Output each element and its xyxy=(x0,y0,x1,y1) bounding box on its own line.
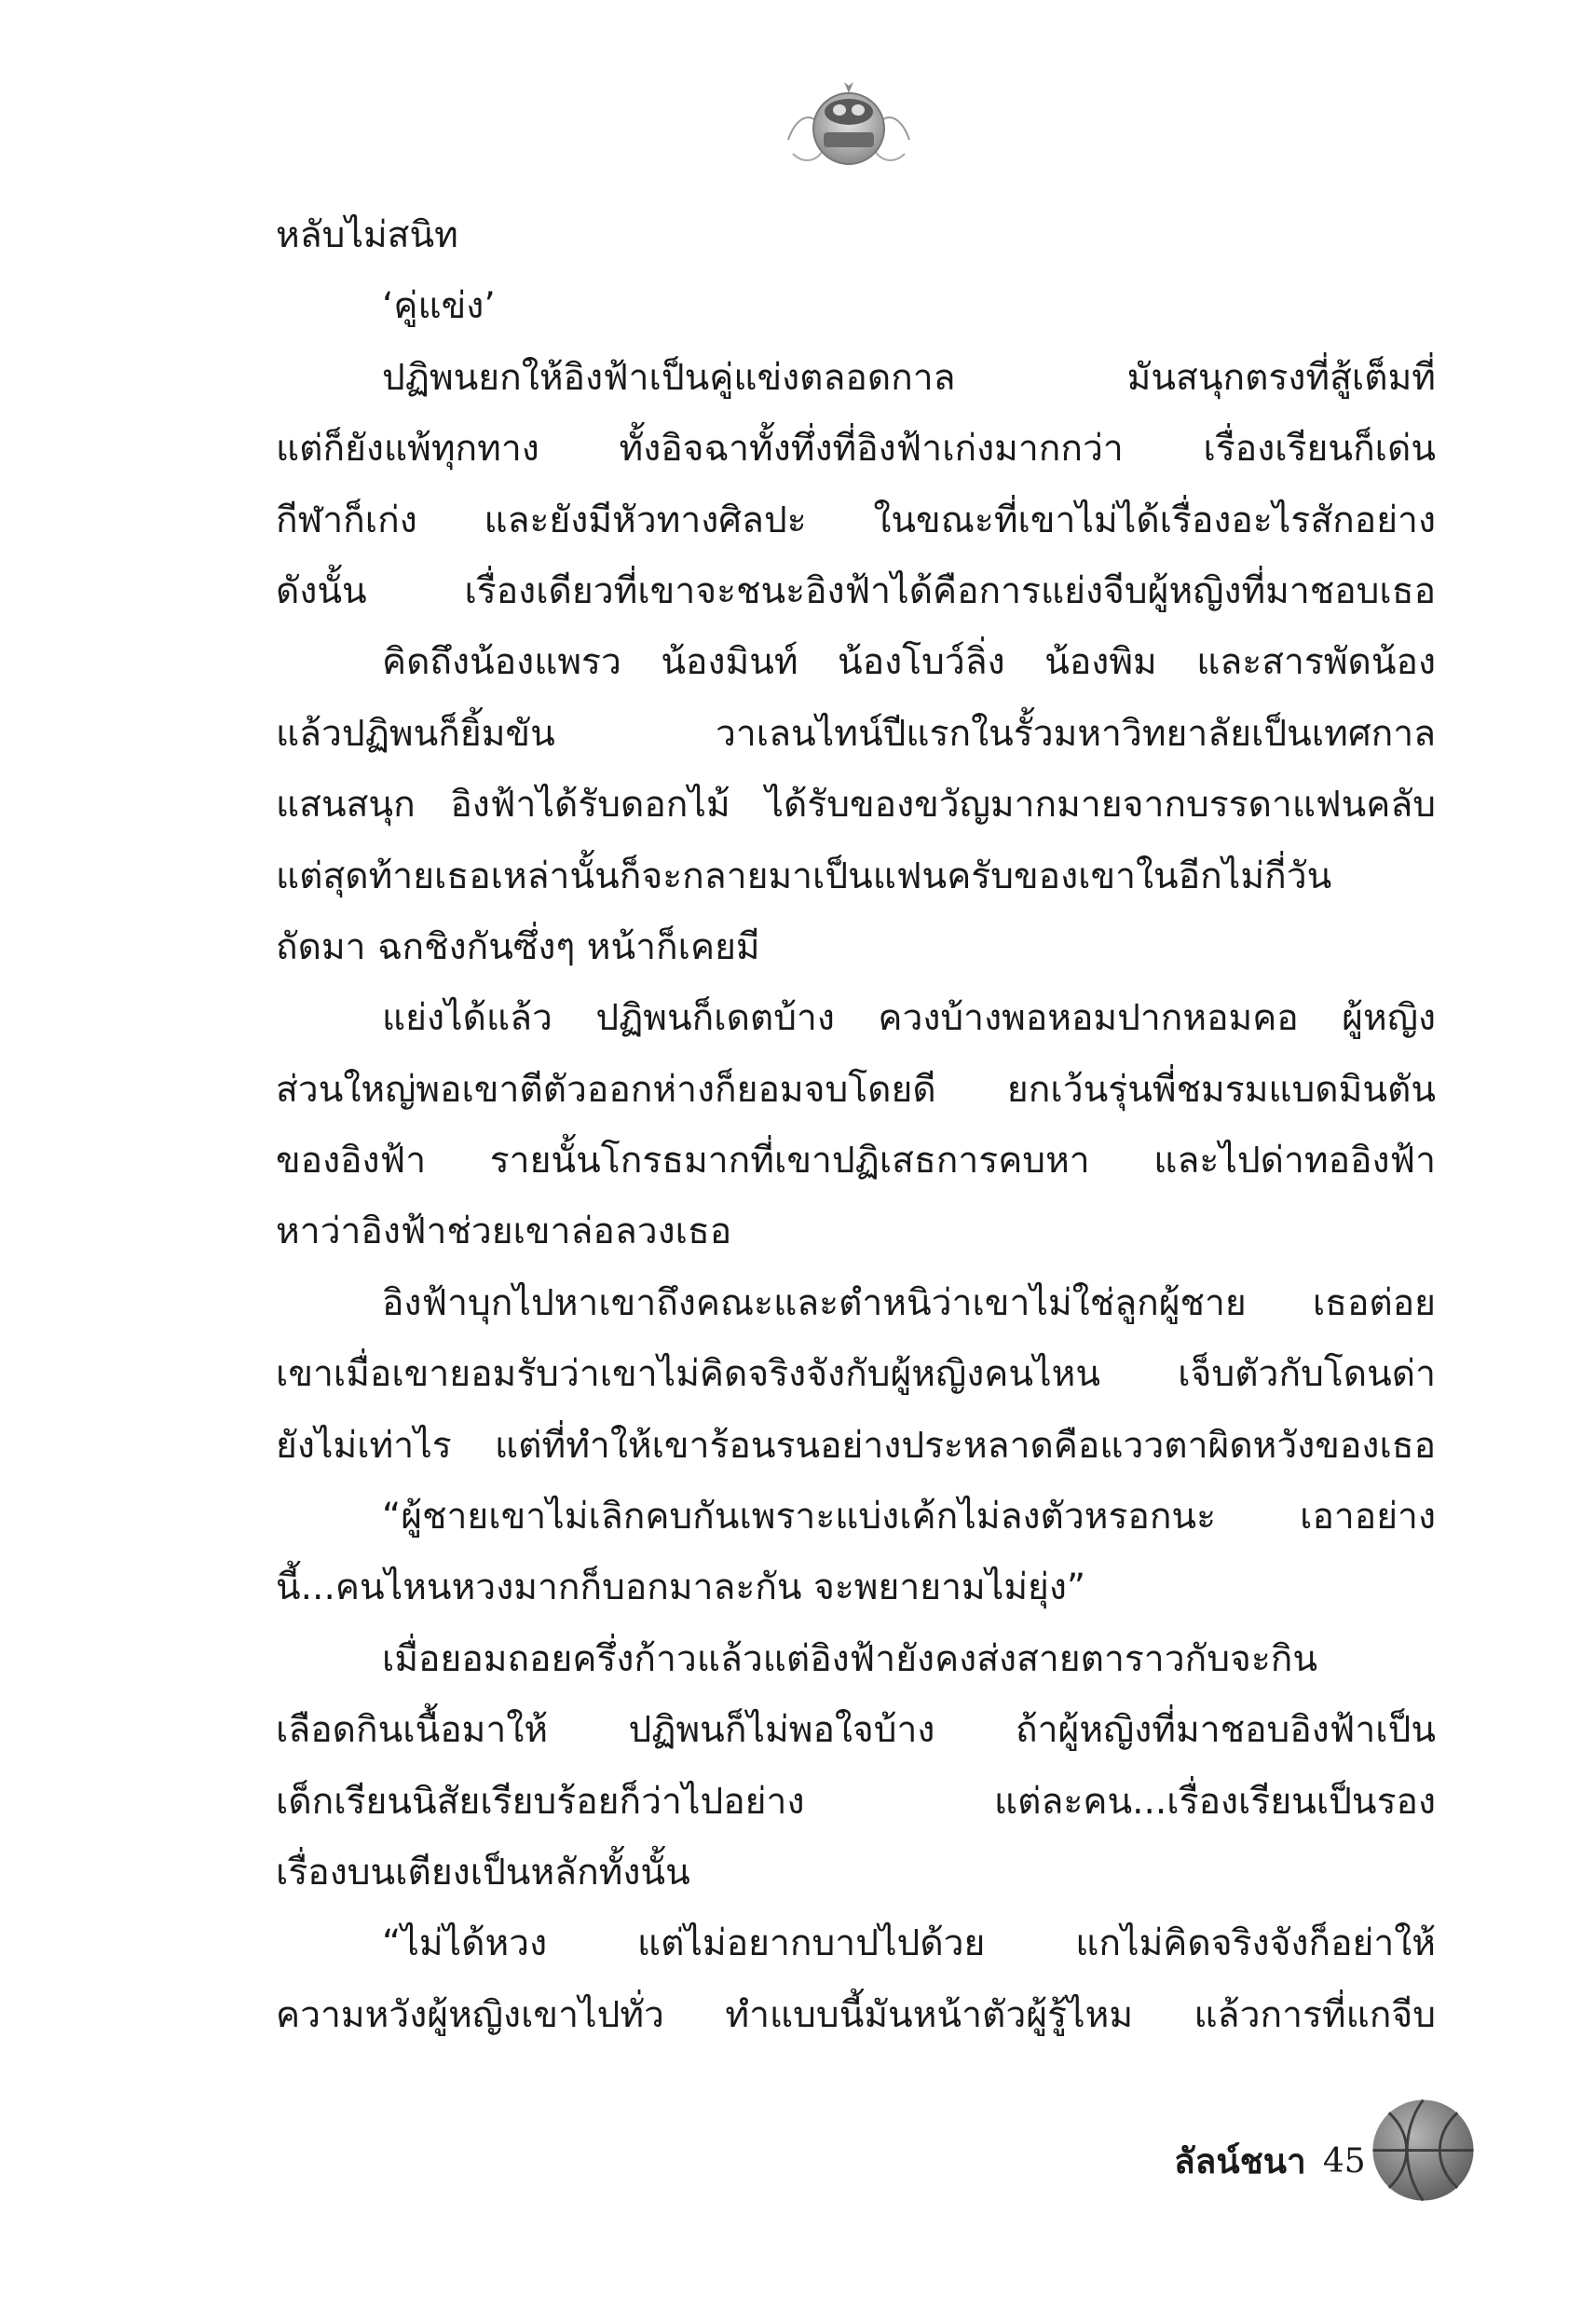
text-line: คิดถึงน้องแพรว น้องมินท์ น้องโบว์ลิ่ง น้องพิม และสารพัดน้อง xyxy=(382,641,1436,684)
text-line: “ไม่ได้หวง แต่ไม่อยากบาปไปด้วย แกไม่คิดจริงจังก็อย่าให้ xyxy=(382,1922,1436,1965)
body-text xyxy=(276,200,1436,2051)
text-line: นี้...คนไหนหวงมากก็บอกมาละกัน จะพยายามไม่ยุ่ง” xyxy=(276,1566,1086,1609)
text-line: หลับไม่สนิท xyxy=(276,214,458,256)
basketball-icon xyxy=(1370,2097,1477,2204)
text-line: เด็กเรียนนิสัยเรียบร้อยก็ว่าไปอย่าง แต่ละคน...เรื่องเรียนเป็นรอง xyxy=(276,1780,1436,1823)
text-line: แต่ก็ยังแพ้ทุกทาง ทั้งอิจฉาทั้งทึ่งที่อิงฟ้าเก่งมากกว่า เรื่องเรียนก็เด่น xyxy=(276,428,1436,471)
text-line: ปฏิพนยกให้อิงฟ้าเป็นคู่แข่งตลอดกาล มันสนุกตรงที่สู้เต็มที่ xyxy=(382,356,1436,399)
text-line: ของอิงฟ้า รายนั้นโกรธมากที่เขาปฏิเสธการคบหา และไปด่าทออิงฟ้า xyxy=(276,1140,1436,1183)
text-line: ส่วนใหญ่พอเขาตีตัวออกห่างก็ยอมจบโดยดี ยกเว้นรุ่นพี่ชมรมแบดมินตัน xyxy=(276,1068,1436,1111)
text-line: ถัดมา ฉกชิงกันซึ่งๆ หน้าก็เคยมี xyxy=(276,925,760,968)
text-line: กีฬาก็เก่ง และยังมีหัวทางศิลปะ ในขณะที่เขาไม่ได้เรื่องอะไรสักอย่าง xyxy=(276,499,1436,541)
text-line: ‘คู่แข่ง’ xyxy=(382,285,496,328)
page-number: 45 xyxy=(1322,2142,1366,2181)
author-name: ลัลน์ชนา xyxy=(1174,2141,1306,2181)
text-line: แล้วปฏิพนก็ยิ้มขัน วาเลนไทน์ปีแรกในรั้วมหาวิทยาลัยเป็นเทศกาล xyxy=(276,712,1436,755)
header-emblem-icon xyxy=(779,75,919,177)
text-line: อิงฟ้าบุกไปหาเขาถึงคณะและตำหนิว่าเขาไม่ใช่ลูกผู้ชาย เธอต่อย xyxy=(382,1281,1436,1324)
text-line: ยังไม่เท่าไร แต่ที่ทำให้เขาร้อนรนอย่างประหลาดคือแววตาผิดหวังของเธอ xyxy=(276,1424,1436,1467)
text-line: ความหวังผู้หญิงเขาไปทั่ว ทำแบบนี้มันหน้าตัวผู้รู้ไหม แล้วการที่แกจีบ xyxy=(276,1993,1436,2036)
text-line: เรื่องบนเตียงเป็นหลักทั้งนั้น xyxy=(276,1851,690,1894)
page-footer xyxy=(1174,2134,1366,2189)
text-line: เขาเมื่อเขายอมรับว่าเขาไม่คิดจริงจังกับผู้หญิงคนไหน เจ็บตัวกับโดนด่า xyxy=(276,1353,1436,1396)
text-line: หาว่าอิงฟ้าช่วยเขาล่อลวงเธอ xyxy=(276,1210,732,1253)
text-line: แสนสนุก อิงฟ้าได้รับดอกไม้ ได้รับของขวัญมากมายจากบรรดาแฟนคลับ xyxy=(276,784,1436,827)
text-line: แต่สุดท้ายเธอเหล่านั้นก็จะกลายมาเป็นแฟนครับของเขาในอีกไม่กี่วัน xyxy=(276,855,1332,897)
text-line: “ผู้ชายเขาไม่เลิกคบกันเพราะแบ่งเค้กไม่ลงตัวหรอกนะ เอาอย่าง xyxy=(382,1496,1436,1538)
text-line: แย่งได้แล้ว ปฏิพนก็เดตบ้าง ควงบ้างพอหอมปากหอมคอ ผู้หญิง xyxy=(382,997,1436,1040)
text-line: ดังนั้น เรื่องเดียวที่เขาจะชนะอิงฟ้าได้คือการแย่งจีบผู้หญิงที่มาชอบเธอ xyxy=(276,569,1436,612)
text-line: เลือดกินเนื้อมาให้ ปฏิพนก็ไม่พอใจบ้าง ถ้าผู้หญิงที่มาชอบอิงฟ้าเป็น xyxy=(276,1709,1436,1752)
text-line: เมื่อยอมถอยครึ่งก้าวแล้วแต่อิงฟ้ายังคงส่งสายตาราวกับจะกิน xyxy=(382,1637,1318,1680)
